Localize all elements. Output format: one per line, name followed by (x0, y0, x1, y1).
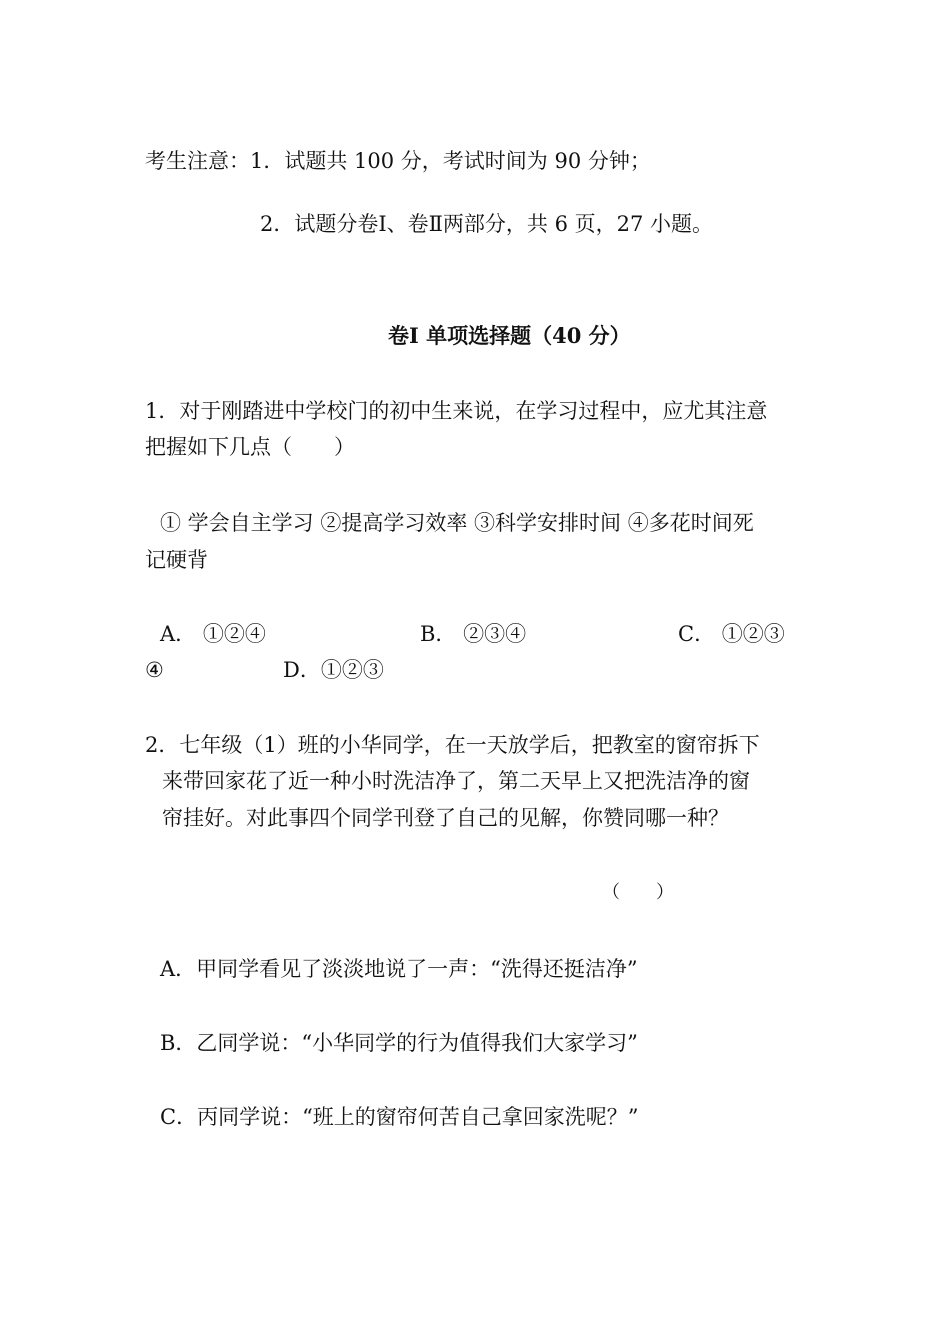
q1-items-line-1: ① 学会自主学习 ②提高学习效率 ③科学安排时间 ④多花时间死 (160, 511, 754, 535)
q1-option-d: D．①②③ (283, 658, 384, 682)
q2-answer-blank: （ ） (602, 882, 674, 903)
q1-option-c: C． ①②③ (678, 622, 785, 646)
notice-line-2: 2．试题分卷Ⅰ、卷Ⅱ两部分，共 6 页，27 小题。 (260, 212, 714, 236)
q2-stem-line-3: 帘挂好。对此事四个同学刊登了自己的见解，你赞同哪一种？ (162, 806, 729, 830)
section-title: 卷Ⅰ 单项选择题（40 分） (388, 323, 631, 348)
q1-option-b: B． ②③④ (420, 622, 527, 646)
q2-option-b: B．乙同学说：“小华同学的行为值得我们大家学习” (160, 1031, 638, 1055)
q1-option-a: A． ①②④ (160, 622, 266, 646)
q1-stem-line-2: 把握如下几点（ ） (145, 435, 355, 459)
q1-option-c-continued: ④ (145, 658, 164, 682)
q1-stem-line-1: 1．对于刚踏进中学校门的初中生来说，在学习过程中，应尤其注意 (145, 399, 768, 423)
q1-items-line-2: 记硬背 (145, 548, 208, 572)
q2-option-c: C．丙同学说：“班上的窗帘何苦自己拿回家洗呢？” (160, 1105, 639, 1129)
q2-stem-line-1: 2．七年级（1）班的小华同学，在一天放学后，把教室的窗帘拆下 (145, 733, 760, 757)
q2-stem-line-2: 来带回家花了近一种小时洗洁净了，第二天早上又把洗洁净的窗 (162, 769, 750, 793)
q2-option-a: A．甲同学看见了淡淡地说了一声：“洗得还挺洁净” (160, 957, 638, 981)
notice-line-1: 考生注意：1．试题共 100 分，考试时间为 90 分钟； (145, 149, 651, 173)
